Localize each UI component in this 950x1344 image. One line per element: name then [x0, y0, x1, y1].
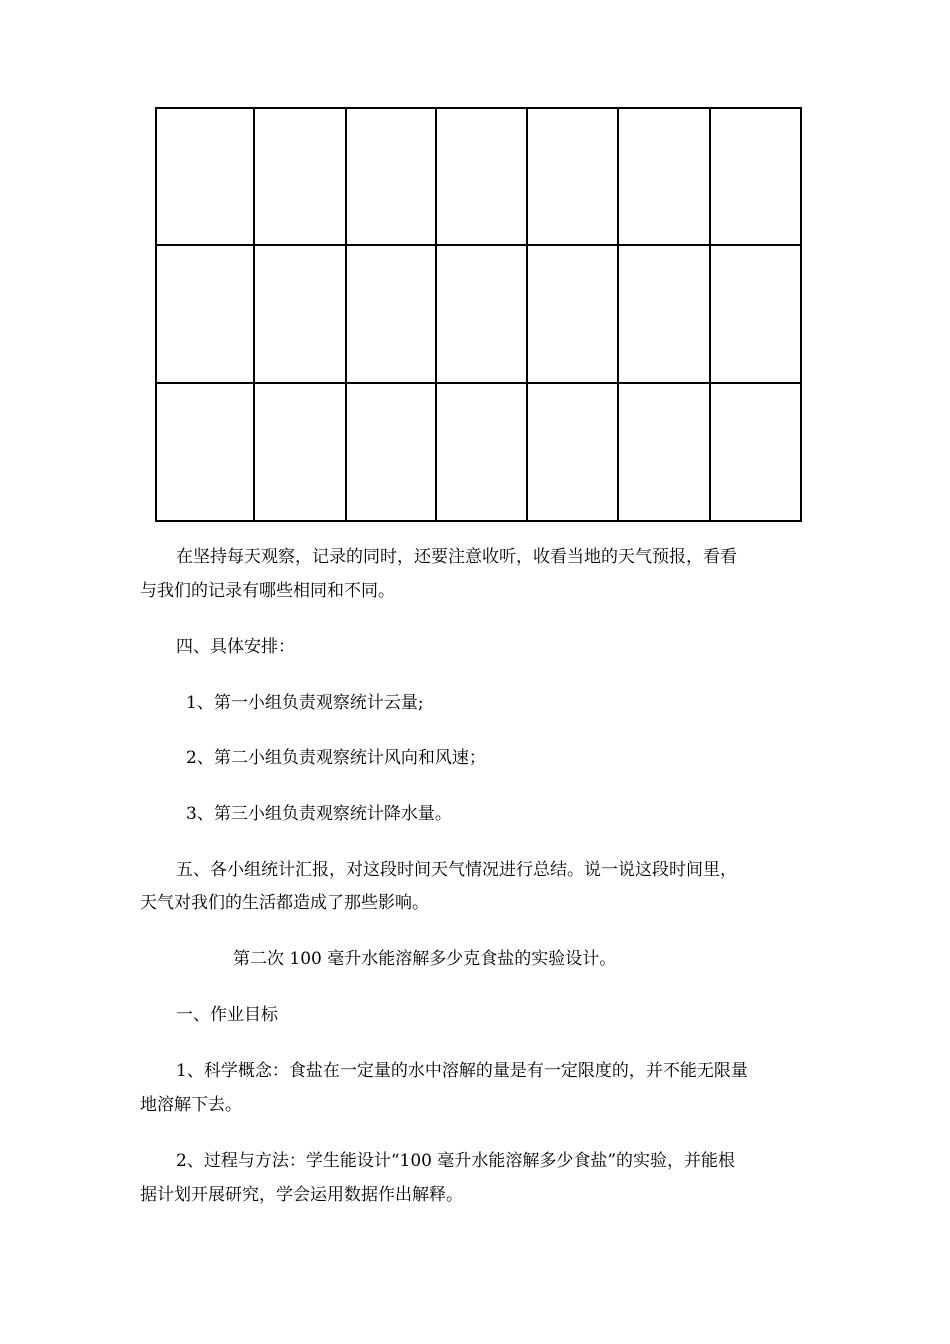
table-cell	[710, 383, 801, 521]
table-cell	[156, 245, 254, 383]
table-cell	[436, 245, 527, 383]
list-item-group-2: 2、第二小组负责观察统计风向和风速；	[186, 748, 486, 768]
table-cell	[254, 245, 346, 383]
table-cell	[710, 245, 801, 383]
goal-method-line-2: 据计划开展研究，学会运用数据作出解释。	[140, 1185, 463, 1205]
goal-method-line-1: 2、过程与方法：学生能设计“100 毫升水能溶解多少食盐”的实验，并能根	[176, 1151, 736, 1171]
table-cell	[436, 383, 527, 521]
empty-record-table	[155, 107, 802, 522]
list-item-group-1: 1、第一小组负责观察统计云量;	[186, 693, 424, 713]
table-cell	[618, 108, 710, 245]
table-cell	[346, 383, 436, 521]
table-cell	[527, 108, 618, 245]
table-cell	[346, 108, 436, 245]
table-row	[156, 245, 801, 383]
section-summary-line-2: 天气对我们的生活都造成了那些影响。	[140, 893, 429, 913]
list-item-group-3: 3、第三小组负责观察统计降水量。	[186, 804, 452, 824]
table-cell	[618, 383, 710, 521]
table-cell	[254, 383, 346, 521]
assignment-title: 第二次 100 毫升水能溶解多少克食盐的实验设计。	[233, 949, 617, 969]
table-cell	[710, 108, 801, 245]
section-heading-arrangement: 四、具体安排：	[176, 637, 295, 657]
table-cell	[346, 245, 436, 383]
table-cell	[156, 383, 254, 521]
table-cell	[527, 245, 618, 383]
table-cell	[254, 108, 346, 245]
goal-concept-line-2: 地溶解下去。	[140, 1095, 242, 1115]
section-heading-goals: 一、作业目标	[176, 1005, 278, 1025]
paragraph-weather-forecast-line-1: 在坚持每天观察，记录的同时，还要注意收听，收看当地的天气预报，看看	[176, 547, 737, 567]
paragraph-weather-forecast-line-2: 与我们的记录有哪些相同和不同。	[140, 581, 395, 601]
table-row	[156, 383, 801, 521]
table-cell	[527, 383, 618, 521]
goal-concept-line-1: 1、科学概念：食盐在一定量的水中溶解的量是有一定限度的，并不能无限量	[176, 1061, 748, 1081]
table-row	[156, 108, 801, 245]
section-summary-line-1: 五、各小组统计汇报，对这段时间天气情况进行总结。说一说这段时间里，	[176, 860, 737, 880]
table-cell	[156, 108, 254, 245]
table-cell	[436, 108, 527, 245]
table-cell	[618, 245, 710, 383]
